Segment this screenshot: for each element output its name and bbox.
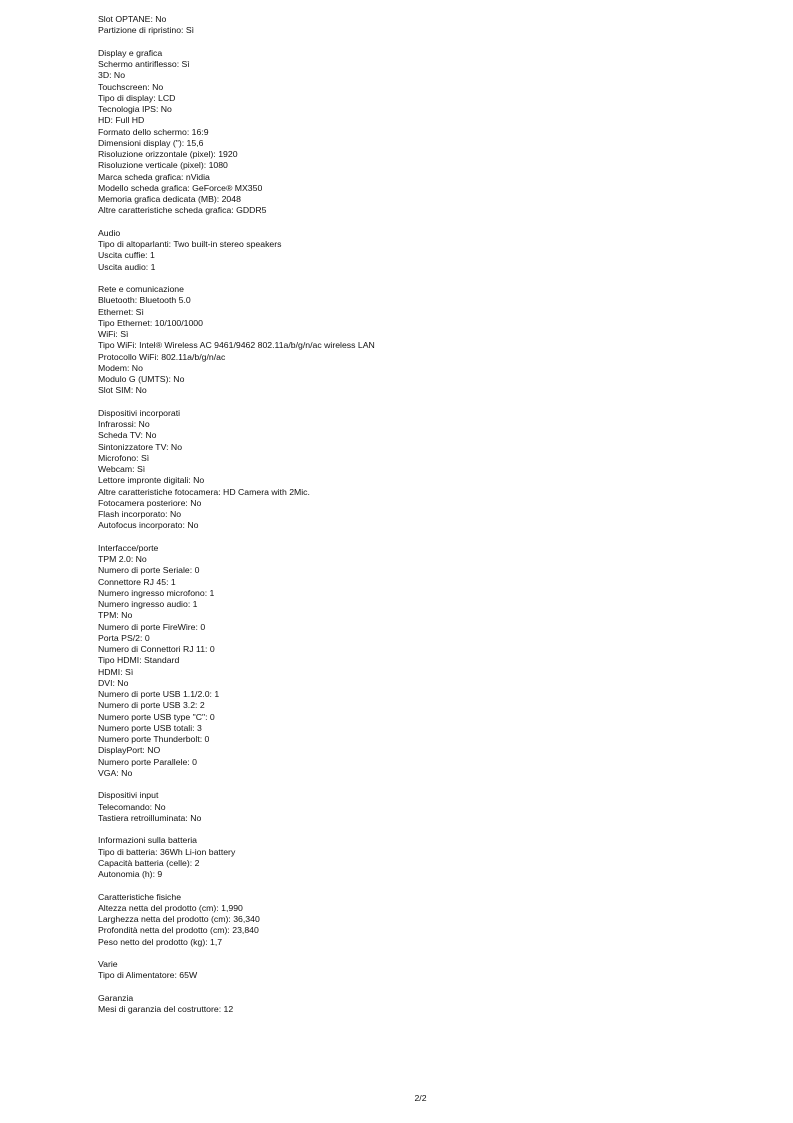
spec-line: Protocollo WiFi: 802.11a/b/g/n/ac <box>98 351 226 362</box>
section-heading: Informazioni sulla batteria <box>98 835 197 846</box>
spec-line: Tipo Ethernet: 10/100/1000 <box>98 317 203 328</box>
spec-line: Dimensioni display ("): 15,6 <box>98 137 204 148</box>
spec-line: Tipo WiFi: Intel® Wireless AC 9461/9462 802.11a/b/g/n/ac wireless LAN <box>98 340 375 351</box>
section-heading: Varie <box>98 959 118 969</box>
spec-line: Numero porte Thunderbolt: 0 <box>98 734 210 744</box>
spec-line: Tipo di display: LCD <box>98 92 176 103</box>
spec-line: Altre caratteristiche fotocamera: HD Camera with 2Mic. <box>98 486 310 497</box>
spec-line: Flash incorporato: No <box>98 509 182 519</box>
page-number: 2/2 <box>414 1093 427 1103</box>
spec-line: Profondità netta del prodotto (cm): 23,840 <box>98 925 259 936</box>
spec-line: Tastiera retroilluminata: No <box>98 812 202 823</box>
spec-line: Autofocus incorporato: No <box>98 520 199 531</box>
spec-line: Fotocamera posteriore: No <box>98 497 202 508</box>
spec-line: Porta PS/2: 0 <box>98 632 150 643</box>
spec-line: Autonomia (h): 9 <box>98 869 163 879</box>
spec-line: Numero di porte FireWire: 0 <box>98 621 206 632</box>
spec-line: Tipo di altoparlanti: Two built-in stereo speakers <box>98 239 282 249</box>
section-spacer <box>98 532 738 543</box>
spec-line: Slot OPTANE: No <box>98 14 167 24</box>
spec-line: Bluetooth: Bluetooth 5.0 <box>98 295 191 306</box>
spec-line: VGA: No <box>98 767 133 778</box>
section-spacer <box>98 779 738 790</box>
section-spacer <box>98 880 738 891</box>
spec-line: Partizione di ripristino: Sì <box>98 25 195 36</box>
spec-line: Numero di porte USB 1.1/2.0: 1 <box>98 689 220 699</box>
spec-line: DVI: No <box>98 677 129 688</box>
spec-line: Schermo antiriflesso: Sì <box>98 59 190 69</box>
section-spacer <box>98 217 738 228</box>
spec-line: Formato dello schermo: 16:9 <box>98 126 209 137</box>
spec-line: TPM: No <box>98 610 133 621</box>
spec-line: Risoluzione orizzontale (pixel): 1920 <box>98 149 238 159</box>
spec-line: Microfono: Sì <box>98 452 150 463</box>
spec-line: Numero porte USB totali: 3 <box>98 722 202 733</box>
spec-line: Numero di porte USB 3.2: 2 <box>98 700 205 711</box>
spec-line: Numero di porte Seriale: 0 <box>98 565 200 576</box>
spec-line: HD: Full HD <box>98 115 145 126</box>
spec-line: Tipo di batteria: 36Wh Li-ion battery <box>98 846 236 857</box>
spec-line: Modulo G (UMTS): No <box>98 374 185 384</box>
spec-line: Larghezza netta del prodotto (cm): 36,340 <box>98 914 260 924</box>
section-spacer <box>98 397 738 408</box>
spec-line: Uscita audio: 1 <box>98 261 156 272</box>
section-heading: Dispositivi input <box>98 790 159 801</box>
spec-line: Numero di Connettori RJ 11: 0 <box>98 644 215 654</box>
spec-line: Modello scheda grafica: GeForce® MX350 <box>98 182 263 193</box>
spec-line: 3D: No <box>98 70 126 81</box>
spec-sheet-content <box>98 14 738 1015</box>
spec-line: Risoluzione verticale (pixel): 1080 <box>98 160 228 171</box>
spec-line: Connettore RJ 45: 1 <box>98 576 176 587</box>
section-spacer <box>98 948 738 959</box>
section-spacer <box>98 824 738 835</box>
section-heading: Garanzia <box>98 992 134 1003</box>
spec-line: Numero ingresso microfono: 1 <box>98 587 215 598</box>
spec-line: Altezza netta del prodotto (cm): 1,990 <box>98 902 243 913</box>
spec-line: Uscita cuffie: 1 <box>98 250 155 261</box>
spec-line: Scheda TV: No <box>98 430 157 441</box>
spec-line: Slot SIM: No <box>98 385 147 396</box>
spec-line: Webcam: Sì <box>98 464 146 474</box>
section-heading: Rete e comunicazione <box>98 284 184 294</box>
spec-line: Numero ingresso audio: 1 <box>98 599 198 609</box>
spec-line: Modem: No <box>98 362 143 373</box>
spec-line: Tipo HDMI: Standard <box>98 655 180 666</box>
spec-line: Numero porte USB type "C": 0 <box>98 711 215 722</box>
spec-line: Infrarossi: No <box>98 419 150 429</box>
section-spacer <box>98 37 738 48</box>
spec-line: Lettore impronte digitali: No <box>98 475 205 486</box>
spec-line: Altre caratteristiche scheda grafica: GDDR5 <box>98 205 267 216</box>
spec-line: TPM 2.0: No <box>98 554 147 564</box>
section-spacer <box>98 982 738 993</box>
spec-line: Memoria grafica dedicata (MB): 2048 <box>98 194 241 204</box>
spec-line: HDMI: Sì <box>98 666 134 677</box>
spec-line: Sintonizzatore TV: No <box>98 441 183 452</box>
spec-line: Telecomando: No <box>98 801 166 812</box>
spec-line: DisplayPort: NO <box>98 745 161 756</box>
spec-line: Mesi di garanzia del costruttore: 12 <box>98 1004 234 1014</box>
section-heading: Caratteristiche fisiche <box>98 891 182 902</box>
spec-line: Ethernet: Sì <box>98 306 144 317</box>
spec-line: Touchscreen: No <box>98 81 164 92</box>
section-heading: Dispositivi incorporati <box>98 407 181 418</box>
spec-line: Numero porte Parallele: 0 <box>98 756 197 767</box>
spec-line: Capacità batteria (celle): 2 <box>98 857 200 868</box>
spec-line: WiFi: Sì <box>98 329 129 339</box>
spec-line: Tipo di Alimentatore: 65W <box>98 970 198 981</box>
section-heading: Interfacce/porte <box>98 542 159 553</box>
section-spacer <box>98 273 738 284</box>
spec-line: Tecnologia IPS: No <box>98 104 172 114</box>
section-heading: Audio <box>98 227 121 238</box>
section-heading: Display e grafica <box>98 47 163 58</box>
spec-line: Peso netto del prodotto (kg): 1,7 <box>98 936 223 947</box>
spec-line: Marca scheda grafica: nVidia <box>98 171 210 182</box>
